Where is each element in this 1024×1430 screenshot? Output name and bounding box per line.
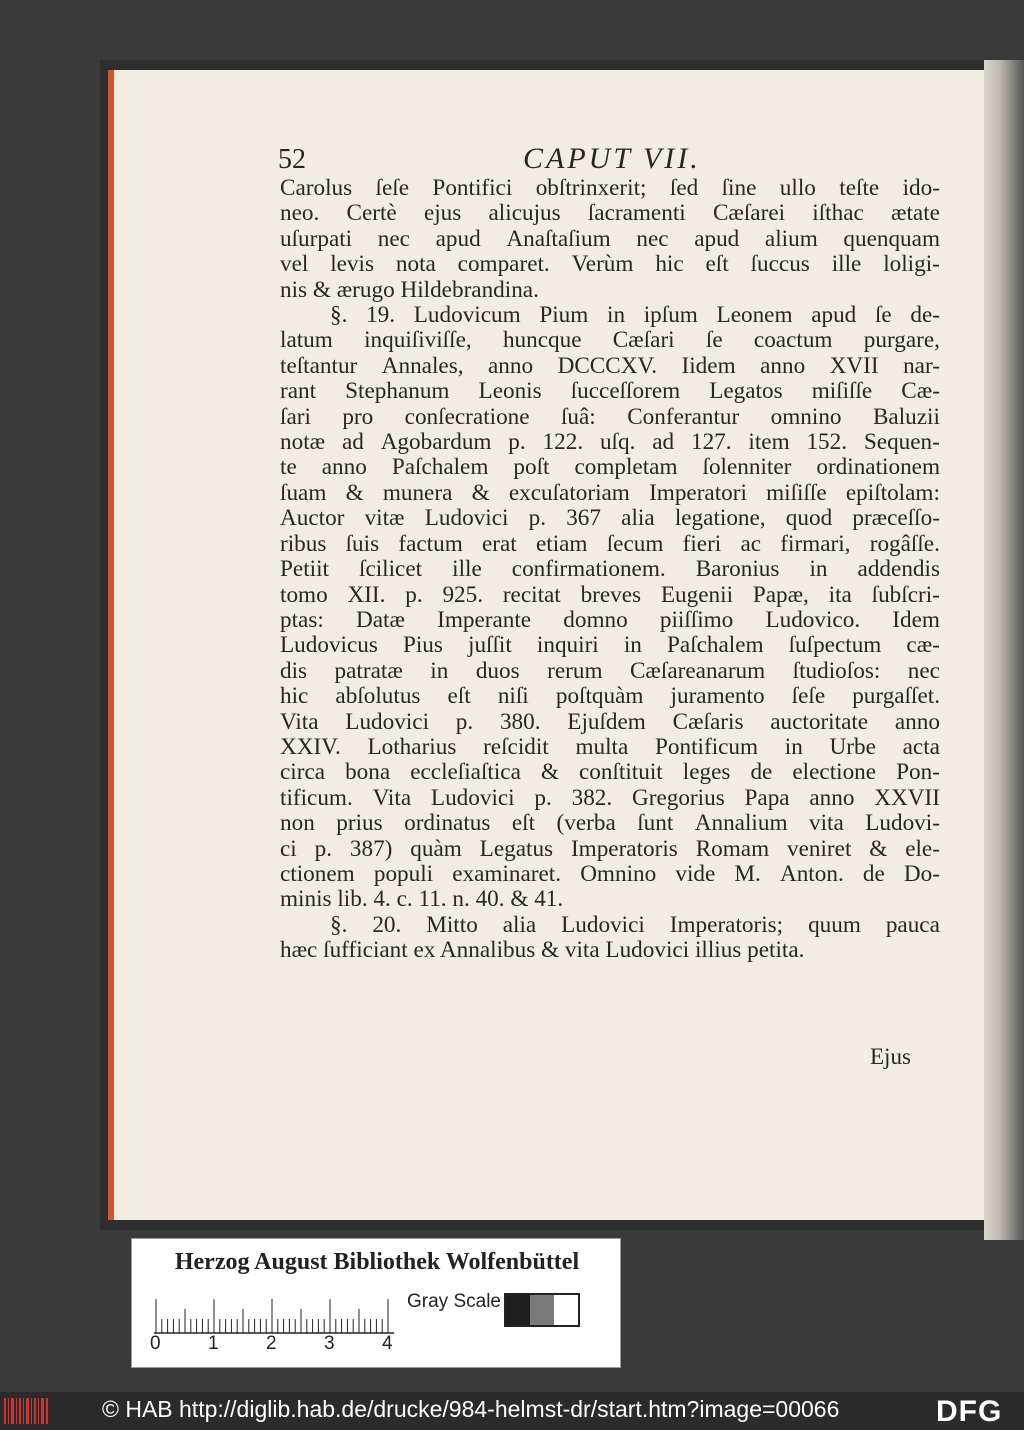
ruler-number: 4 [382, 1333, 393, 1354]
text-line: §. 20. Mitto alia Ludovici Imperatoris; quum pauca [330, 911, 940, 938]
text-line: dis patratæ in duos rerum Cæſareanarum ſtudioſos: nec [280, 657, 940, 684]
footer-bar [0, 1392, 1024, 1430]
text-line: hic abſolutus eſt niſi poſtquàm juramento ſeſe purgaſſet. [280, 683, 940, 710]
text-line: Carolus ſeſe Pontifici obſtrinxerit; ſed ſine ullo teſte ido- [280, 175, 940, 201]
text-line: Ludovicus Pius juſſit inquiri in Paſchalem ſuſpectum cæ- [280, 632, 940, 659]
text-line: XXIV. Lotharius reſcidit multa Pontificum in Urbe acta [280, 733, 940, 760]
text-line: Petiit ſcilicet ille confirmationem. Baronius in addendis [280, 556, 940, 583]
library-label-card [131, 1238, 621, 1368]
text-line: tificum. Vita Ludovici p. 382. Gregorius Papa anno XXVII [280, 784, 940, 811]
ruler-number: 0 [150, 1333, 161, 1354]
running-head [278, 142, 948, 178]
ruler-number: 1 [208, 1333, 219, 1354]
chapter-heading: CAPUT VII. [523, 142, 701, 175]
text-line: ctionem populi examinaret. Omnino vide M. Anton. de Do- [280, 860, 940, 887]
library-name: Herzog August Bibliothek Wolfenbüttel [174, 1249, 580, 1275]
page-number: 52 [278, 144, 306, 175]
text-line: nis & ærugo Hildebrandina. [280, 276, 539, 303]
text-line: ptas: Datæ Imperante domno piiſſimo Ludovico. Idem [280, 606, 940, 633]
text-line: uſurpati nec apud Anaſtaſium nec apud alium quenquam [280, 225, 940, 252]
ruler-number: 3 [324, 1333, 335, 1354]
ruler-numbers [150, 1333, 400, 1357]
barcode-icon [4, 1398, 48, 1424]
text-line: circa bona eccleſiaſtica & conſtituit leges de electione Pon- [280, 759, 940, 786]
body-text [280, 176, 940, 964]
text-line: tomo XII. p. 925. recitat breves Eugenii Papæ, ita ſubſcri- [280, 581, 940, 608]
text-line: minis lib. 4. c. 11. n. 40. & 41. [280, 886, 564, 913]
text-line: ribus ſuis factum erat etiam ſecum fieri ac firmari, rogâſſe. [280, 530, 940, 557]
text-line: ſari pro conſecratione ſuâ: Conferantur omnino Baluzii [280, 403, 940, 430]
text-line: latum inquiſiviſſe, huncque Cæſari ſe coactum purgare, [280, 327, 940, 354]
book-page-edge [984, 60, 1024, 1240]
text-line: Vita Ludovici p. 380. Ejuſdem Cæſaris auctoritate anno [280, 708, 940, 735]
catchword: Ejus [870, 1044, 911, 1069]
gray-scale-label: Gray Scale [407, 1291, 501, 1312]
gray-swatch-white [554, 1295, 578, 1325]
source-url: © HAB http://diglib.hab.de/drucke/984-helmst-dr/start.htm?image=00066 [102, 1396, 840, 1422]
text-line: ci p. 387) quàm Legatus Imperatoris Romam veniret & ele- [280, 835, 940, 862]
ruler-number: 2 [266, 1333, 277, 1354]
text-line: teſtantur Annales, anno DCCCXV. Iidem anno XVII nar- [280, 352, 940, 379]
dfg-logo: DFG [936, 1395, 1003, 1428]
text-line: te anno Paſchalem poſt completam ſolenniter ordinationem [280, 454, 940, 481]
gray-swatch-mid [530, 1295, 554, 1325]
text-line: notæ ad Agobardum p. 122. uſq. ad 127. item 152. Sequen- [280, 429, 940, 456]
gray-swatch-black [506, 1295, 530, 1325]
text-line: non prius ordinatus eſt (verba ſunt Annalium vita Ludovi- [280, 810, 940, 837]
text-line: vel levis nota comparet. Verùm hic eſt ſuccus ille loligi- [280, 251, 940, 278]
text-line: neo. Certè ejus alicujus ſacramenti Cæſarei iſthac ætate [280, 200, 940, 227]
text-line: ſuam & munera & excuſatoriam Imperatori miſiſſe epiſtolam: [280, 479, 940, 506]
ruler-scale [154, 1295, 394, 1335]
text-line: Auctor vitæ Ludovici p. 367 alia legatione, quod præceſſo- [280, 505, 940, 532]
text-line: hæc ſufficiant ex Annalibus & vita Ludovici illius petita. [280, 937, 805, 964]
gray-scale-swatches [504, 1293, 580, 1327]
text-line: rant Stephanum Leonis ſucceſſorem Legatos miſiſſe Cæ- [280, 378, 940, 405]
text-line: §. 19. Ludovicum Pium in ipſum Leonem apud ſe de- [330, 302, 940, 329]
